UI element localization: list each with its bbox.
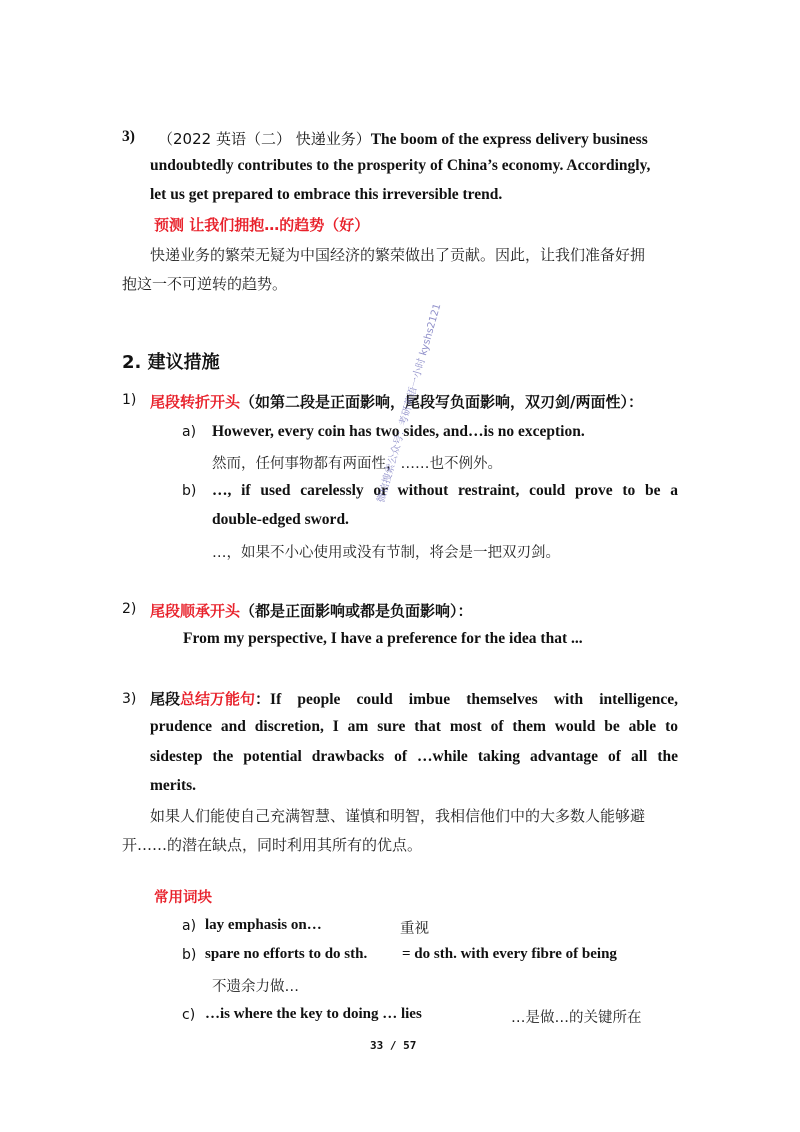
point-number: 3) [122, 691, 137, 707]
point-note: （都是正面影响或都是负面影响）： [240, 602, 473, 620]
phrase-meaning: …是做…的关键所在 [511, 1010, 642, 1026]
sub-item-english-line-2: double-edged sword. [212, 511, 349, 528]
point-english-line-1: If people could imbue themselves with intelligence, [270, 691, 678, 708]
phrase-meaning: 不遗余力做… [212, 979, 299, 995]
point-title [150, 391, 643, 412]
phrase-letter: b) [182, 947, 197, 963]
phrase-meaning: 重视 [400, 921, 429, 937]
translation-line-1: 快递业务的繁荣无疑为中国经济的繁荣做出了贡献。因此，让我们准备好拥 [150, 246, 646, 264]
sub-item-translation: 然而，任何事物都有两面性，……也不例外。 [212, 456, 502, 472]
point-english-line-2: prudence and discretion, I am sure that most of them would be able to [150, 718, 678, 735]
sub-item-english-line-1: …, if used carelessly or without restraint, could prove to be a [212, 482, 678, 499]
phrase-equivalent: = do sth. with every fibre of being [402, 946, 617, 962]
phrase-english: …is where the key to doing … lies [205, 1006, 422, 1022]
item-sentence-line-2: undoubtedly contributes to the prosperity of China’s economy. Accordingly, [150, 157, 651, 174]
page-number: 33 [370, 1039, 384, 1052]
item-sentence-line-1: The boom of the express delivery business [370, 131, 648, 148]
point-title [150, 600, 473, 621]
item-sentence-line-3: let us get prepared to embrace this irreversible trend. [150, 186, 503, 203]
phrases-heading: 常用词块 [154, 890, 212, 906]
point-first-line [150, 688, 678, 709]
point-label: 尾段顺承开头 [150, 602, 241, 620]
point-label: 尾段转折开头 [150, 393, 241, 411]
section-heading: 2. 建议措施 [122, 352, 220, 373]
item-number: 3) [122, 128, 135, 145]
point-english-line-4: merits. [150, 777, 197, 794]
item-source: （2022 英语（二） 快递业务） [158, 130, 371, 148]
phrase-letter: a) [182, 918, 197, 934]
point-english: From my perspective, I have a preference for the idea that ... [183, 630, 583, 647]
sub-item-letter: b) [182, 483, 197, 499]
phrase-english: lay emphasis on… [205, 917, 322, 933]
page-total: 57 [403, 1039, 417, 1052]
phrase-english: spare no efforts to do sth. [205, 946, 368, 962]
point-label: 总结万能句 [180, 690, 256, 708]
page-separator: / [389, 1039, 397, 1052]
point-number: 2) [122, 601, 137, 617]
watermark: 微信搜索公众号：考研英语一小时 kyshs2121 [375, 302, 444, 505]
point-translation-line-2: 开……的潜在缺点，同时利用其所有的优点。 [122, 836, 423, 854]
prediction-note: 预测 让我们拥抱…的趋势（好） [154, 216, 370, 234]
phrase-letter: c) [182, 1007, 196, 1023]
item-source-line [158, 128, 648, 149]
point-label-prefix: 尾段 [150, 690, 181, 708]
sub-item-letter: a) [182, 424, 197, 440]
point-number: 1) [122, 392, 137, 408]
sub-item-english: However, every coin has two sides, and…is no exception. [212, 423, 585, 440]
point-english-line-3: sidestep the potential drawbacks of …while taking advantage of all the [150, 748, 678, 765]
page-footer [370, 1039, 416, 1052]
sub-item-translation: …，如果不小心使用或没有节制，将会是一把双刃剑。 [212, 545, 560, 561]
translation-line-2: 抱这一不可逆转的趋势。 [122, 275, 288, 293]
point-label-colon: ： [255, 690, 271, 708]
point-translation-line-1: 如果人们能使自己充满智慧、谨慎和明智，我相信他们中的大多数人能够避 [150, 807, 646, 825]
point-note: （如第二段是正面影响，尾段写负面影响，双刃剑/两面性）： [240, 393, 643, 411]
